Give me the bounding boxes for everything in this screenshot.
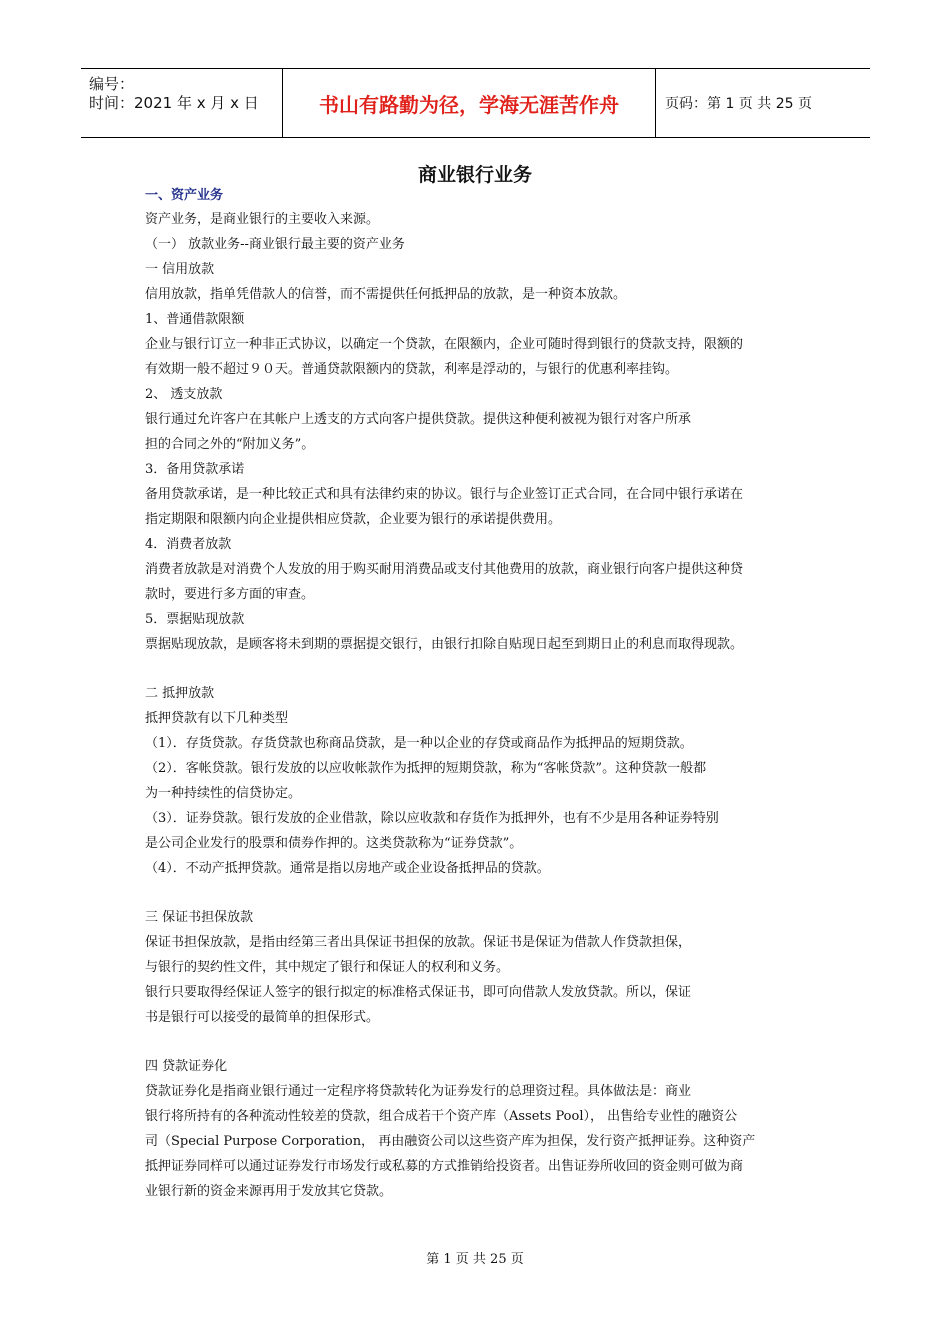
text-line: 5．票据贴现放款 — [145, 612, 245, 627]
text-line: 4．消费者放款 — [145, 537, 232, 552]
page-info: 页码：第 1 页 共 25 页 — [665, 96, 812, 112]
header-meta-cell — [81, 69, 283, 137]
text-line: 保证书担保放款，是指由经第三者出具保证书担保的放款。保证书是保证为借款人作贷款担保， — [145, 935, 692, 950]
text-line: 一 信用放款 — [145, 262, 215, 277]
text-line: （2）．客帐贷款。银行发放的以应收帐款作为抵押的短期贷款，称为“客帐贷款”。这种贷款一般都 — [145, 761, 707, 776]
text-line: 书是银行可以接受的最简单的担保形式。 — [145, 1010, 380, 1025]
page-footer: 第 1 页 共 25 页 — [426, 1252, 524, 1267]
text-line: 三 保证书担保放款 — [145, 910, 254, 925]
text-line: 银行将所持有的各种流动性较差的贷款，组合成若干个资产库（Assets Pool）， 出售给专业性的融资公 — [145, 1109, 738, 1124]
text-line: 票据贴现放款，是顾客将未到期的票据提交银行，由银行扣除自贴现日起至到期日止的利息而取得现款。 — [145, 637, 744, 652]
text-line: 资产业务，是商业银行的主要收入来源。 — [145, 212, 380, 227]
text-line: 司（Special Purpose Corporation， 再由融资公司以这些资产库为担保，发行资产抵押证券。这种资产 — [145, 1134, 756, 1149]
text-line: （一） 放款业务--商业银行最主要的资产业务 — [145, 237, 405, 252]
text-line: （1）．存货贷款。存货贷款也称商品贷款，是一种以企业的存贷或商品作为抵押品的短期贷款。 — [145, 736, 693, 751]
text-line: 为一种持续性的信贷协定。 — [145, 786, 302, 801]
text-line: 抵押证券同样可以通过证券发行市场发行或私募的方式推销给投资者。出售证券所收回的资金则可做为商 — [145, 1159, 744, 1174]
text-line: 与银行的契约性文件，其中规定了银行和保证人的权利和义务。 — [145, 960, 510, 975]
text-line: 银行通过允许客户在其帐户上透支的方式向客户提供贷款。提供这种便利被视为银行对客户所承 — [145, 412, 692, 427]
text-line: 有效期一般不超过９０天。普通贷款限额内的贷款，利率是浮动的，与银行的优惠利率挂钩。 — [145, 362, 679, 377]
text-line: 信用放款，指单凭借款人的信誉，而不需提供任何抵押品的放款，是一种资本放款。 — [145, 287, 627, 302]
text-line: （3）．证券贷款。银行发放的企业借款，除以应收款和存货作为抵押外，也有不少是用各种证券特别 — [145, 811, 719, 826]
text-line: 担的合同之外的“附加义务”。 — [145, 437, 315, 452]
text-line: 指定期限和限额内向企业提供相应贷款，企业要为银行的承诺提供费用。 — [145, 512, 562, 527]
header-table — [81, 68, 870, 138]
text-line: 银行只要取得经保证人签字的银行拟定的标准格式保证书，即可向借款人发放贷款。所以，保证 — [145, 985, 692, 1000]
text-line: 抵押贷款有以下几种类型 — [145, 711, 289, 726]
time-label: 时间：2021 年 x 月 x 日 — [89, 94, 259, 112]
motto: 书山有路勤为径，学海无涯苦作舟 — [283, 69, 656, 137]
text-line: 贷款证券化是指商业银行通过一定程序将贷款转化为证券发行的总理资过程。具体做法是：商业 — [145, 1084, 692, 1099]
section-heading: 一、资产业务 — [145, 188, 224, 203]
text-line: 1、普通借款限额 — [145, 312, 245, 327]
text-line: 企业与银行订立一种非正式协议，以确定一个贷款，在限额内，企业可随时得到银行的贷款支持，限额的 — [145, 337, 744, 352]
text-line: 业银行新的资金来源再用于发放其它贷款。 — [145, 1184, 393, 1199]
text-line: 二 抵押放款 — [145, 686, 215, 701]
text-line: 款时，要进行多方面的审查。 — [145, 587, 315, 602]
text-line: 2、 透支放款 — [145, 387, 223, 402]
document-title: 商业银行业务 — [417, 164, 532, 186]
text-line: 备用贷款承诺，是一种比较正式和具有法律约束的协议。银行与企业签订正式合同，在合同中银行承诺在 — [145, 487, 744, 502]
code-label: 编号： — [89, 75, 135, 93]
text-line: 3．备用贷款承诺 — [145, 462, 245, 477]
text-line: 是公司企业发行的股票和债券作押的。这类贷款称为“证券贷款”。 — [145, 836, 523, 851]
text-line: （4）．不动产抵押贷款。通常是指以房地产或企业设备抵押品的贷款。 — [145, 861, 550, 876]
text-line: 四 贷款证券化 — [145, 1059, 228, 1074]
text-line: 消费者放款是对消费个人发放的用于购买耐用消费品或支付其他费用的放款，商业银行向客户提供这种贷 — [145, 562, 744, 577]
